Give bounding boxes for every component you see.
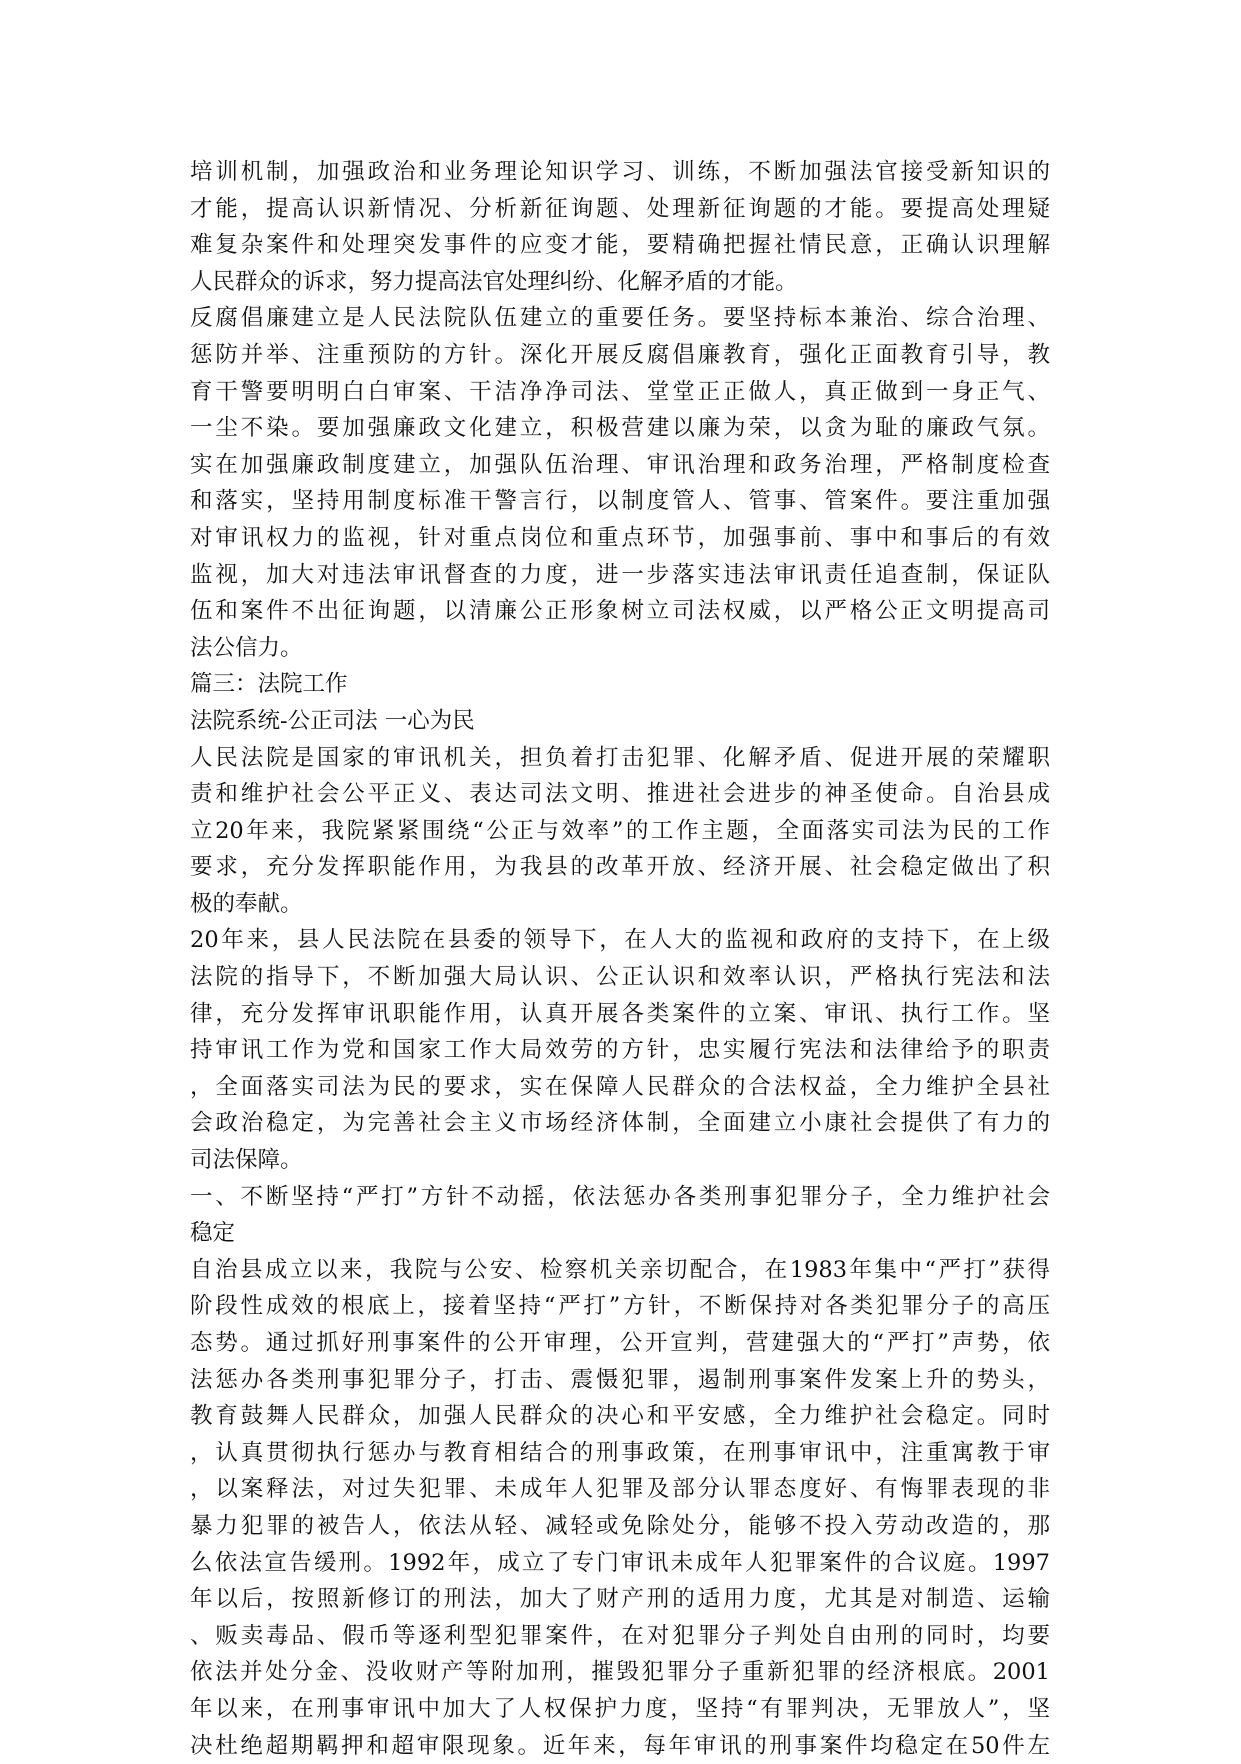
text-line: 责和维护社会公平正义、表达司法文明、推进社会进步的神圣使命。自治县成 (190, 781, 1050, 808)
text-line: 态势。通过抓好刑事案件的公开审理，公开宣判，营建强大的“严打”声势，依 (190, 1330, 1050, 1356)
text-line: 20年来，县人民法院在县委的领导下，在人大的监视和政府的支持下，在上级 (190, 927, 1050, 954)
text-line: 惩防并举、注重预防的方针。深化开展反腐倡廉教育，强化正面教育引导，教 (190, 341, 1050, 368)
text-line: ，以案释法，对过失犯罪、未成年人犯罪及部分认罪态度好、有悔罪表现的非 (190, 1476, 1050, 1503)
document-body (190, 154, 1050, 1764)
text-line: 暴力犯罪的被告人，依法从轻、减轻或免除处分，能够不投入劳动改造的，那 (190, 1512, 1050, 1539)
text-line: 反腐倡廉建立是人民法院队伍建立的重要任务。要坚持标本兼治、综合治理、 (190, 305, 1050, 332)
text-line: 难复杂案件和处理突发事件的应变才能，要精确把握社情民意，正确认识理解 (190, 232, 1050, 259)
text-line: 法院的指导下，不断加强大局认识、公正认识和效率认识，严格执行宪法和法 (190, 964, 1050, 991)
text-line: 人民法院是国家的审讯机关，担负着打击犯罪、化解矛盾、促进开展的荣耀职 (190, 744, 1050, 771)
text-line: 阶段性成效的根底上，接着坚持“严打”方针，不断保持对各类犯罪分子的高压 (190, 1293, 1050, 1320)
text-line: 教育鼓舞人民群众，加强人民群众的决心和平安感，全力维护社会稳定。同时 (190, 1403, 1050, 1430)
text-line: 司法保障。 (190, 1147, 303, 1174)
text-line: 会政治稳定，为完善社会主义市场经济体制，全面建立小康社会提供了有力的 (190, 1110, 1050, 1137)
text-line: 立20年来，我院紧紧围绕“公正与效率”的工作主题，全面落实司法为民的工作 (190, 817, 1050, 844)
text-line: 一、不断坚持“严打”方针不动摇，依法惩办各类刑事犯罪分子，全力维护社会 (190, 1183, 1050, 1210)
text-line: 篇三：法院工作 (190, 671, 348, 698)
text-line: 自治县成立以来，我院与公安、检察机关亲切配合，在1983年集中“严打”获得 (190, 1256, 1050, 1283)
text-line: 法惩办各类刑事犯罪分子，打击、震慑犯罪，遏制刑事案件发案上升的势头， (190, 1366, 1050, 1393)
text-line: 实在加强廉政制度建立，加强队伍治理、审讯治理和政务治理，严格制度检查 (190, 451, 1050, 478)
text-line: 法院系统-公正司法 一心为民 (190, 707, 475, 734)
text-line: 伍和案件不出征询题，以清廉公正形象树立司法权威，以严格公正文明提高司 (190, 598, 1050, 625)
text-line: 法公信力。 (190, 634, 303, 661)
text-line: ，认真贯彻执行惩办与教育相结合的刑事政策，在刑事审讯中，注重寓教于审 (190, 1439, 1050, 1466)
text-line: 年以来，在刑事审讯中加大了人权保护力度，坚持“有罪判决，无罪放人”，坚 (190, 1695, 1050, 1722)
text-line: 监视，加大对违法审讯督查的力度，进一步落实违法审讯责任追查制，保证队 (190, 561, 1050, 588)
text-line: 、贩卖毒品、假币等逐利型犯罪案件，在对犯罪分子判处自由刑的同时，均要 (190, 1622, 1050, 1649)
text-line: 才能，提高认识新情况、分析新征询题、处理新征询题的才能。要提高处理疑 (190, 195, 1050, 222)
text-line: ，全面落实司法为民的要求，实在保障人民群众的合法权益，全力维护全县社 (190, 1073, 1050, 1100)
text-line: 和落实，坚持用制度标准干警言行，以制度管人、管事、管案件。要注重加强 (190, 488, 1050, 515)
text-line: 育干警要明明白白审案、干洁净净司法、堂堂正正做人，真正做到一身正气、 (190, 378, 1050, 405)
text-line: 么依法宣告缓刑。1992年，成立了专门审讯未成年人犯罪案件的合议庭。1997 (190, 1549, 1050, 1576)
text-line: 对审讯权力的监视，针对重点岗位和重点环节，加强事前、事中和事后的有效 (190, 524, 1050, 551)
text-line: 持审讯工作为党和国家工作大局效劳的方针，忠实履行宪法和法律给予的职责 (190, 1037, 1050, 1064)
text-line: 依法并处分金、没收财产等附加刑，摧毁犯罪分子重新犯罪的经济根底。2001 (190, 1659, 1050, 1686)
text-line: 人民群众的诉求，努力提高法官处理纠纷、化解矛盾的才能。 (190, 268, 798, 295)
text-line: 一尘不染。要加强廉政文化建立，积极营建以廉为荣，以贪为耻的廉政气氛。 (190, 415, 1050, 442)
text-line: 要求，充分发挥职能作用，为我县的改革开放、经济开展、社会稳定做出了积 (190, 854, 1050, 881)
text-line: 稳定 (190, 1220, 236, 1247)
text-line: 决杜绝超期羁押和超审限现象。近年来，每年审讯的刑事案件均稳定在50件左 (190, 1732, 1050, 1759)
text-line: 极的奉献。 (190, 890, 303, 917)
text-line: 培训机制，加强政治和业务理论知识学习、训练，不断加强法官接受新知识的 (190, 159, 1050, 185)
text-line: 律，充分发挥审讯职能作用，认真开展各类案件的立案、审讯、执行工作。坚 (190, 1000, 1050, 1027)
text-line: 年以后，按照新修订的刑法，加大了财产刑的适用力度，尤其是对制造、运输 (190, 1586, 1050, 1613)
